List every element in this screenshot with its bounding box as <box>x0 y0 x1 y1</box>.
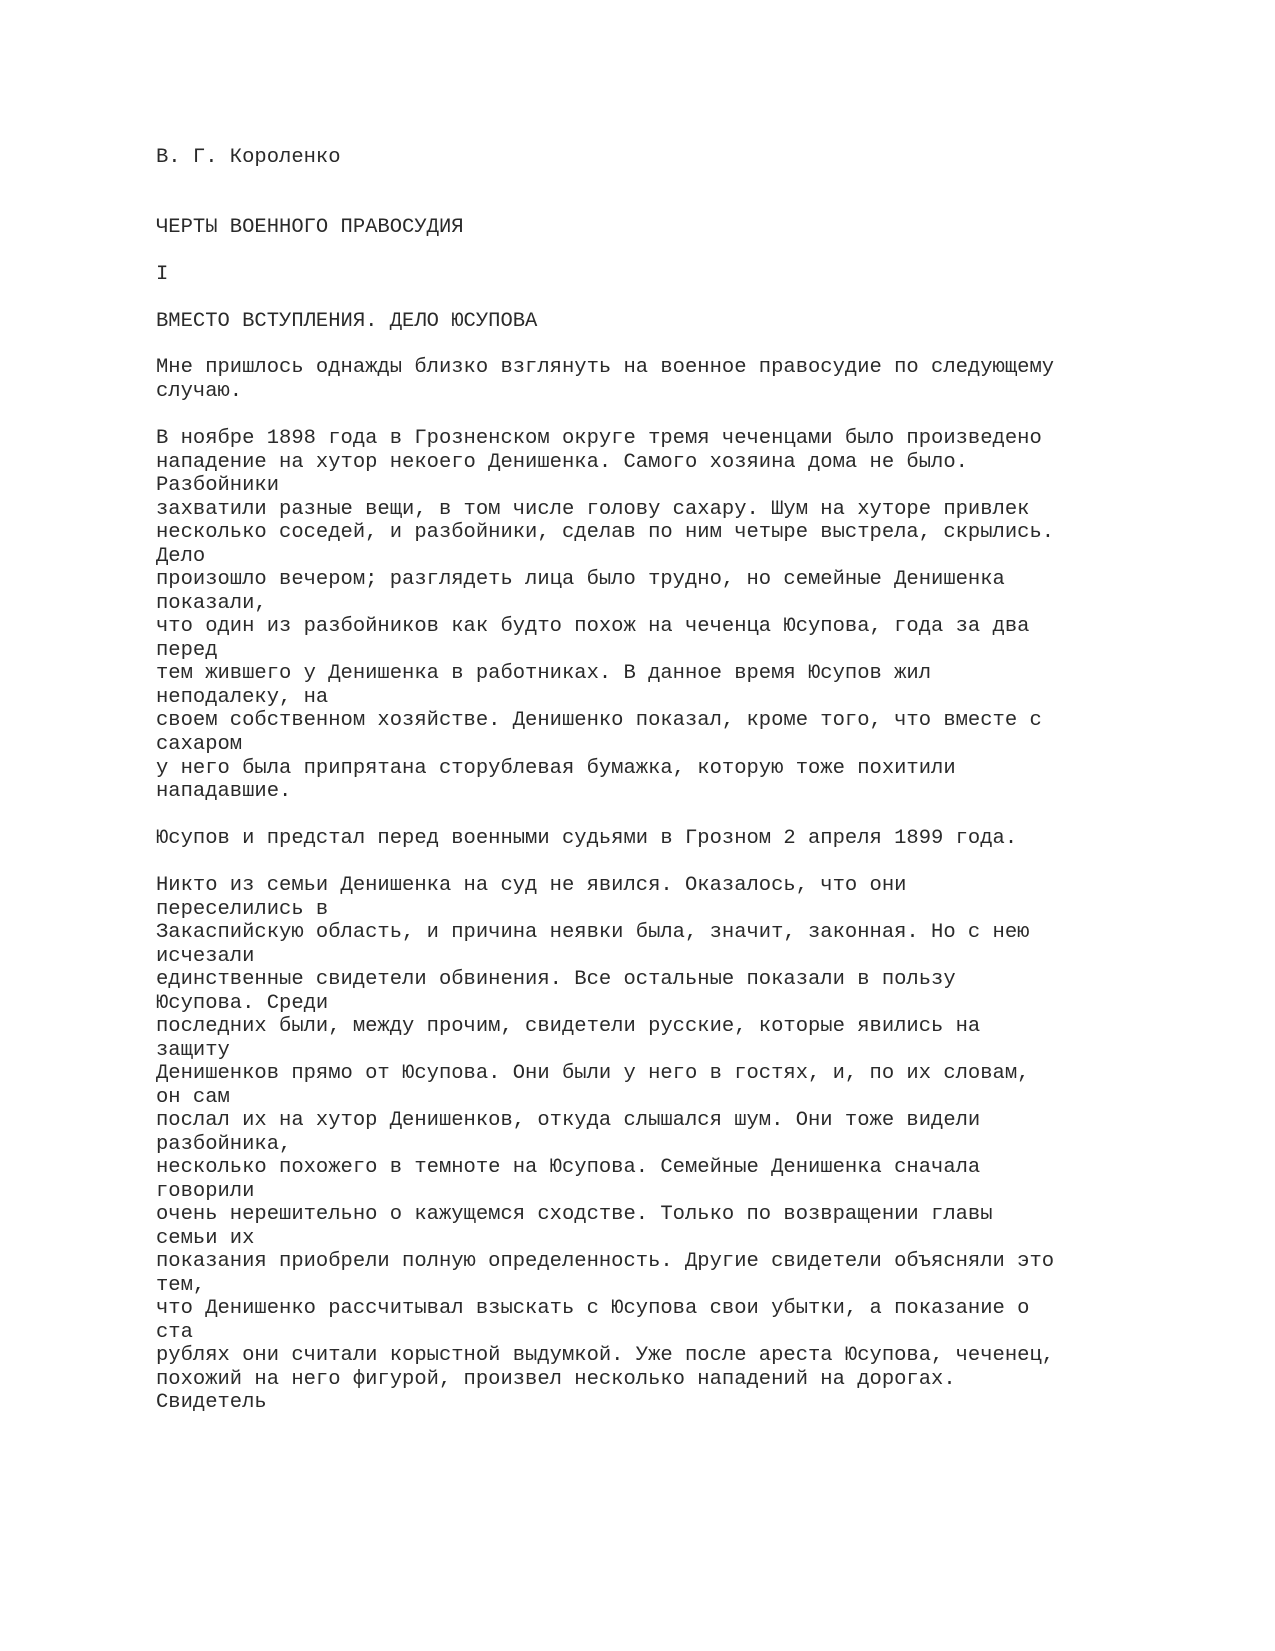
text-line: говорили <box>156 1180 255 1203</box>
text-line: что Денишенко рассчитывал взыскать с Юсупова свои убытки, а показание о <box>156 1297 1030 1320</box>
text-line: Никто из семьи Денишенка на суд не явился. Оказалось, что они <box>156 874 907 897</box>
text-line: произошло вечером; разглядеть лица было трудно, но семейные Денишенка <box>156 568 1005 591</box>
text-line: единственные свидетели обвинения. Все остальные показали в пользу <box>156 968 956 991</box>
text-line: похожий на него фигурой, произвел несколько нападений на дорогах. <box>156 1368 956 1391</box>
chapter-title: ВМЕСТО ВСТУПЛЕНИЯ. ДЕЛО ЮСУПОВА <box>156 310 538 333</box>
text-line: Мне пришлось однажды близко взглянуть на военное правосудие по следующему <box>156 356 1055 379</box>
text-line: захватили разные вещи, в том числе голову сахару. Шум на хуторе привлек <box>156 498 1030 521</box>
text-line: несколько соседей, и разбойники, сделав по ним четыре выстрела, скрылись. <box>156 521 1055 544</box>
text-line: Дело <box>156 545 206 568</box>
chapter-number: I <box>156 263 169 286</box>
text-line: нападавшие. <box>156 780 292 803</box>
text-line: В ноябре 1898 года в Грозненском округе тремя чеченцами было произведено <box>156 427 1042 450</box>
text-line: перед <box>156 639 218 662</box>
text-line: последних были, между прочим, свидетели русские, которые явились на <box>156 1015 981 1038</box>
text-line: Юсупова. Среди <box>156 992 329 1015</box>
text-line: случаю. <box>156 380 243 403</box>
document-title: ЧЕРТЫ ВОЕННОГО ПРАВОСУДИЯ <box>156 216 464 239</box>
text-line: переселились в <box>156 898 329 921</box>
text-line: Денишенков прямо от Юсупова. Они были у него в гостях, и, по их словам, <box>156 1062 1030 1085</box>
text-line: тем жившего у Денишенка в работниках. В данное время Юсупов жил <box>156 662 932 685</box>
text-line: Свидетель <box>156 1391 267 1414</box>
text-line: Разбойники <box>156 474 280 497</box>
text-line: что один из разбойников как будто похож на чеченца Юсупова, года за два <box>156 615 1030 638</box>
text-line: Юсупов и предстал перед военными судьями в Грозном 2 апреля 1899 года. <box>156 827 1018 850</box>
text-line: своем собственном хозяйстве. Денишенко показал, кроме того, что вместе с <box>156 709 1042 732</box>
text-line: неподалеку, на <box>156 686 329 709</box>
text-line: послал их на хутор Денишенков, откуда слышался шум. Они тоже видели <box>156 1109 981 1132</box>
text-line: защиту <box>156 1039 230 1062</box>
text-line: сахаром <box>156 733 243 756</box>
text-line: несколько похожего в темноте на Юсупова. Семейные Денишенка сначала <box>156 1156 981 1179</box>
text-line: семьи их <box>156 1227 255 1250</box>
text-line: нападение на хутор некоего Денишенка. Самого хозяина дома не было. <box>156 451 968 474</box>
text-line: исчезали <box>156 945 255 968</box>
text-line: ста <box>156 1321 193 1344</box>
text-line: показали, <box>156 592 267 615</box>
text-line: разбойника, <box>156 1133 292 1156</box>
text-line: он сам <box>156 1086 230 1109</box>
text-line: тем, <box>156 1274 206 1297</box>
text-line: показания приобрели полную определенность. Другие свидетели объясняли это <box>156 1250 1055 1273</box>
text-line: рублях они считали корыстной выдумкой. Уже после ареста Юсупова, чеченец, <box>156 1344 1055 1367</box>
text-line: у него была припрятана сторублевая бумажка, которую тоже похитили <box>156 757 956 780</box>
text-line: Закаспийскую область, и причина неявки была, значит, законная. Но с нею <box>156 921 1030 944</box>
author-name: В. Г. Короленко <box>156 146 341 169</box>
text-line: очень нерешительно о кажущемся сходстве. Только по возвращении главы <box>156 1203 993 1226</box>
